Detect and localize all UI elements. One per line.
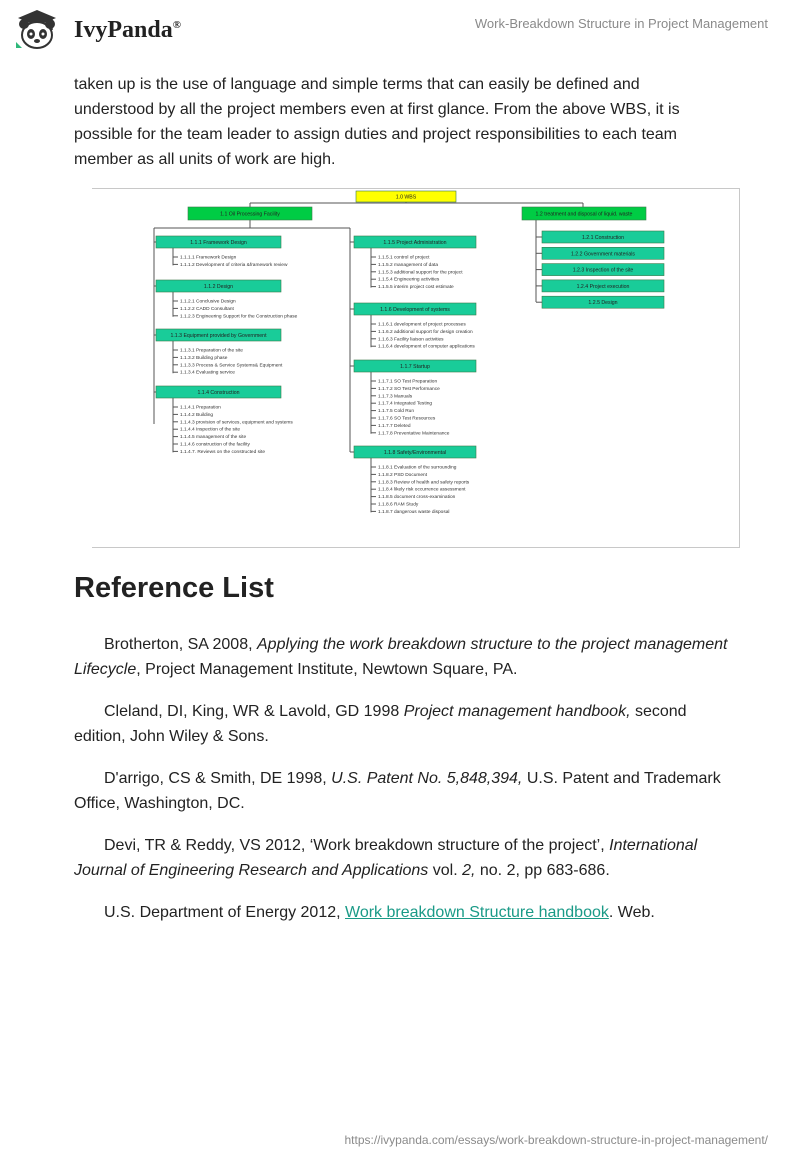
wbs-task: 1.1.8.4 likely risk occurrence assessment [378, 487, 466, 493]
wbs-task: 1.1.8.3 Review of health and safety reports [378, 480, 470, 486]
wbs-task: 1.1.8.6 RAM Study [378, 502, 419, 508]
wbs-task: 1.1.7.3 Manuals [378, 394, 413, 400]
wbs-group-label: 1.1.7 Startup [400, 364, 430, 370]
wbs-root-label: 1.0 WBS [395, 194, 417, 201]
wbs-task: 1.1.7.5 Cold Run [378, 409, 415, 415]
wbs-task: 1.1.6.4 development of computer applications [378, 344, 475, 350]
wbs-task: 1.1.7.4 Integrated Testing [378, 401, 433, 407]
reference-list [74, 632, 734, 942]
wbs-task: 1.1.4.4 Inspection of the site [180, 427, 241, 433]
wbs-task: 1.1.7.6 SO Test Resources [378, 416, 436, 422]
intro-paragraph: taken up is the use of language and simple terms that can easily be defined and understood by all the project members even at first glance. From the above WBS, it is possible for the team leader to assign duties and project responsibilities to each team member as all units of work are high. [74, 76, 680, 168]
reference-list-heading: Reference List [74, 572, 274, 604]
wbs-task: 1.1.8.1 Evaluation of the surrounding [378, 465, 457, 471]
wbs-task: 1.1.7.2 SO Test Performance [378, 386, 440, 392]
wbs-task: 1.1.4.5 management of the site [180, 435, 247, 441]
wbs-task: 1.1.3.2 Building phase [180, 355, 228, 361]
wbs-task: 1.1.4.6 construction of the facility [180, 442, 250, 448]
brand-name[interactable]: IvyPanda® [74, 17, 181, 43]
wbs-item-1-2-label: 1.2.4 Project execution [576, 283, 630, 290]
wbs-group-label: 1.1.1 Framework Design [190, 240, 247, 246]
wbs-task: 1.1.6.3 Facility liaison activities [378, 337, 444, 343]
wbs-task: 1.1.1.1 Framework Design [180, 255, 237, 261]
wbs-item-1-2-label: 1.2.5 Design [588, 300, 618, 307]
wbs-group-label: 1.1.8 Safety/Environmental [383, 450, 447, 456]
wbs-task: 1.1.5.1 control of project [378, 255, 430, 261]
wbs-item-1-2-label: 1.2.1 Construction [581, 235, 625, 241]
wbs-diagram [92, 188, 740, 548]
wbs-task: 1.1.5.3 additional support for the project [378, 270, 463, 276]
wbs-task: 1.1.4.1 Preparation [180, 405, 221, 411]
wbs-item-1-2-label: 1.2.3 Inspection of the site [572, 267, 634, 274]
page-header [0, 0, 800, 60]
wbs-group-label: 1.1.2 Design [203, 284, 234, 290]
wbs-item-1-2-label: 1.2.2 Government materials [570, 251, 636, 258]
wbs-task: 1.1.3.1 Preparation of the site [180, 348, 243, 354]
footer-url[interactable]: https://ivypanda.com/essays/work-breakdown-structure-in-project-management/ [344, 1133, 768, 1147]
wbs-task: 1.1.5.5 interim project cost estimate [378, 285, 454, 291]
reference-item: Cleland, DI, King, WR & Lavold, GD 1998 Project management handbook, second edition, John Wiley & Sons. [74, 703, 687, 745]
wbs-group-label: 1.1.3 Equipment provided by Government [170, 333, 267, 339]
panda-logo-icon[interactable] [14, 8, 60, 50]
reference-item: Brotherton, SA 2008, Applying the work breakdown structure to the project management Lifecycle, Project Management Institute, Newtown Square, PA. [74, 636, 728, 678]
wbs-task: 1.1.3.4 Evaluating service [180, 370, 235, 376]
wbs-level1-label: 1.2 treatment and disposal of liquid. waste [535, 211, 633, 218]
wbs-task: 1.1.6.1 development of project processes [378, 322, 466, 328]
wbs-group-label: 1.1.5 Project Administration [383, 240, 447, 246]
wbs-task: 1.1.4.3 provision of services, equipment and systems [180, 420, 293, 426]
wbs-task: 1.1.7.7 Deleted [378, 423, 411, 429]
wbs-group-label: 1.1.6 Development of systems [380, 307, 450, 313]
reference-item: U.S. Department of Energy 2012, Work breakdown Structure handbook. Web. [104, 904, 655, 921]
wbs-task: 1.1.7.1 SO Test Preparation [378, 379, 438, 385]
reference-item: Devi, TR & Reddy, VS 2012, ‘Work breakdown structure of the project’, International Journal of Engineering Research and Applications vol. 2, no. 2, pp 683-686. [74, 837, 698, 879]
wbs-task: 1.1.4.2 Building [180, 412, 214, 418]
wbs-task: 1.1.8.7 dangerous waste disposal [378, 509, 450, 515]
wbs-task: 1.1.2.2 CADD Consultant [180, 306, 234, 312]
wbs-task: 1.1.8.2 PSD Document [378, 472, 428, 478]
wbs-task: 1.1.7.8 Preventative Maintenance [378, 431, 450, 437]
wbs-task: 1.1.5.2 management of data [378, 262, 439, 268]
wbs-task: 1.1.2.1 Conclusive Design [180, 299, 236, 305]
wbs-group-label: 1.1.4 Construction [197, 390, 240, 396]
wbs-task: 1.1.6.2 additional support for design creation [378, 329, 473, 335]
wbs-task: 1.1.8.5 document cross-examination [378, 495, 456, 501]
wbs-task: 1.1.1.2 Development of criteria &framework review [180, 262, 288, 268]
reference-link[interactable]: Work breakdown Structure handbook [345, 904, 609, 921]
wbs-level1-label: 1.1 Oil Processing Facility [220, 211, 280, 218]
reference-item: D'arrigo, CS & Smith, DE 1998, U.S. Patent No. 5,848,394, U.S. Patent and Trademark Office, Washington, DC. [74, 770, 721, 812]
document-title: Work-Breakdown Structure in Project Management [474, 16, 768, 31]
wbs-task: 1.1.3.3 Process & Service Systems& Equipment [180, 363, 283, 369]
wbs-task: 1.1.5.4 Engineering activities [378, 277, 440, 283]
wbs-task: 1.1.4.7. Reviews on the constructed site [180, 449, 266, 455]
wbs-task: 1.1.2.3 Engineering Support for the Construction phase [180, 314, 298, 320]
